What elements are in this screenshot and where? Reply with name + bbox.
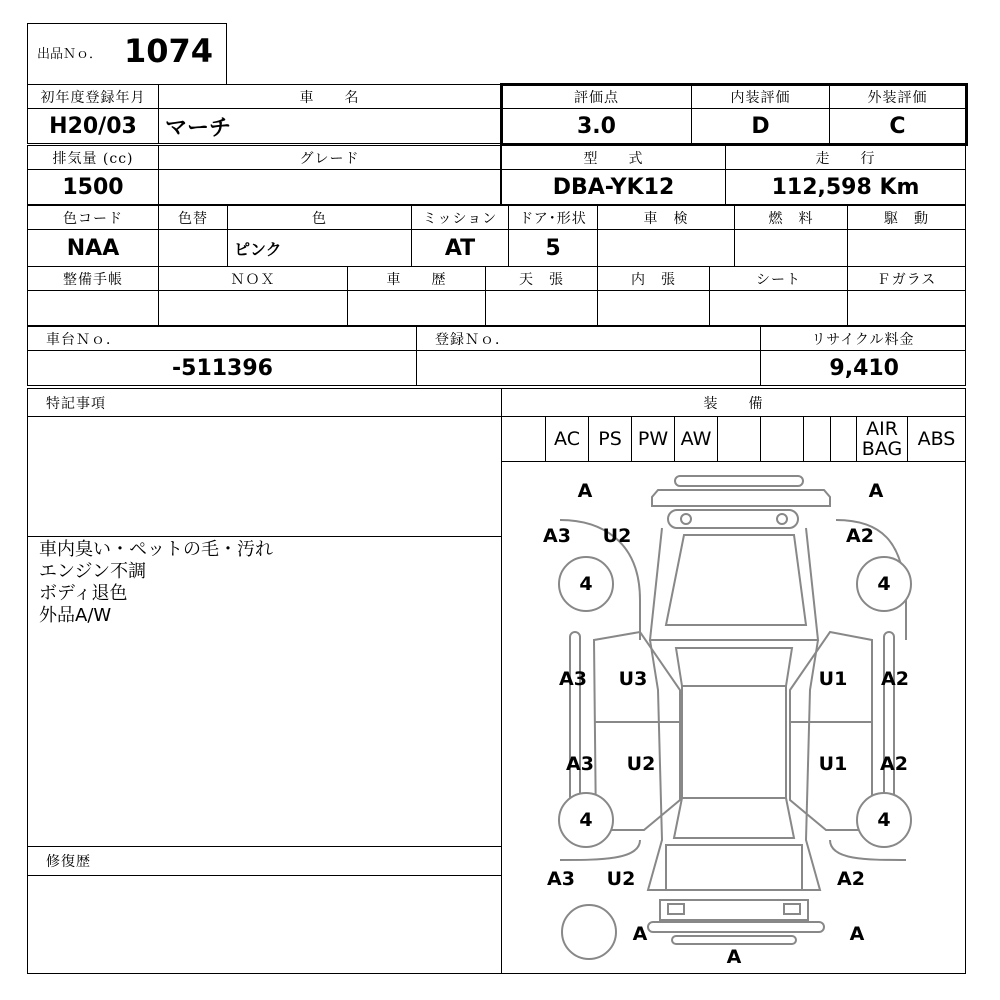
grade-value (158, 169, 501, 205)
mark-rear-left: A (632, 923, 648, 945)
repair-history-area (27, 875, 502, 974)
color-code-header: 色コード (27, 205, 159, 230)
nox-header: ＮＯＸ (158, 266, 348, 291)
recycle-fee-header: リサイクル料金 (760, 326, 966, 351)
equipment-item (803, 416, 831, 462)
lot-box (27, 23, 227, 85)
mark-fender-fr: A2 (846, 525, 874, 547)
remark-line: エンジン不調 (39, 561, 147, 582)
equipment-item (830, 416, 857, 462)
mark-door-rl-outer: A3 (566, 753, 594, 775)
score-value: 3.0 (501, 108, 692, 144)
equipment-abs: ABS (907, 416, 966, 462)
lot-label: 出品Ｎｏ． (37, 47, 103, 62)
lot-number: 1074 (124, 32, 214, 70)
mark-tire-rl: 4 (579, 809, 593, 831)
mark-quarter-rl: A3 (547, 868, 575, 890)
mark-door-rl-inner: U2 (626, 753, 656, 775)
remarks-notes (39, 539, 273, 627)
equipment-ps: PS (588, 416, 632, 462)
mileage-value: 112,598 Km (725, 169, 966, 205)
service-book-value (27, 290, 159, 326)
fuel-value (734, 229, 848, 267)
model-code-header: 型 式 (501, 145, 726, 170)
mission-header: ミッション (411, 205, 509, 230)
mark-fender-fl-2: U2 (602, 525, 632, 547)
service-book-header: 整備手帳 (27, 266, 159, 291)
color-value: ピンク (227, 229, 412, 267)
color-header: 色 (227, 205, 412, 230)
displacement-header: 排気量 (cc) (27, 145, 159, 170)
interior-trim-header: 内 張 (597, 266, 710, 291)
grade-header: グレード (158, 145, 501, 170)
score-highlight-frame (500, 83, 968, 146)
drive-header: 駆 動 (847, 205, 966, 230)
first-reg-value: H20/03 (27, 108, 159, 144)
exterior-header: 外装評価 (829, 84, 966, 109)
equipment-pw: PW (631, 416, 675, 462)
model-code-value: DBA-YK12 (501, 169, 726, 205)
sunroof-value (485, 290, 598, 326)
interior-trim-value (597, 290, 710, 326)
repaint-value (158, 229, 228, 267)
mark-door-rr-outer: A2 (880, 753, 908, 775)
equipment-item (501, 416, 546, 462)
reg-no-header: 登録Ｎｏ． (416, 326, 761, 351)
color-code-value: NAA (27, 229, 159, 267)
mark-fender-fl: A3 (543, 525, 571, 547)
displacement-value: 1500 (27, 169, 159, 205)
remarks-header: 特記事項 (27, 388, 502, 417)
exterior-value: C (829, 108, 966, 144)
repaint-header: 色替 (158, 205, 228, 230)
doors-value: 5 (508, 229, 598, 267)
mission-value: AT (411, 229, 509, 267)
equipment-ac: AC (545, 416, 589, 462)
seat-value (709, 290, 848, 326)
remark-line: 外品A/W (39, 605, 112, 626)
remark-line: 車内臭い・ペットの毛・汚れ (39, 539, 273, 560)
interior-header: 内装評価 (691, 84, 830, 109)
interior-value: D (691, 108, 830, 144)
repair-history-header: 修復歴 (27, 846, 502, 876)
mark-door-fr-outer: A2 (881, 668, 909, 690)
f-glass-value (847, 290, 966, 326)
mark-door-fr-inner: U1 (818, 668, 848, 690)
inspection-value (597, 229, 735, 267)
equipment-item (717, 416, 761, 462)
car-name-value: マーチ (158, 108, 501, 144)
chassis-no-value: -511396 (27, 350, 417, 386)
mark-door-fl-outer: A3 (559, 668, 587, 690)
mark-quarter-rr: A2 (837, 868, 865, 890)
history-value (347, 290, 486, 326)
mark-door-rr-inner: U1 (818, 753, 848, 775)
mark-door-fl-inner: U3 (618, 668, 648, 690)
score-header: 評価点 (501, 84, 692, 109)
fuel-header: 燃 料 (734, 205, 848, 230)
nox-value (158, 290, 348, 326)
chassis-no-header: 車台Ｎｏ． (27, 326, 417, 351)
mark-quarter-rl-2: U2 (606, 868, 636, 890)
mark-front-right: A (868, 480, 884, 502)
mark-rear-bumper: A (726, 946, 742, 968)
reg-no-value (416, 350, 761, 386)
seat-header: シート (709, 266, 848, 291)
remarks-area (27, 416, 502, 847)
mark-tire-fl: 4 (579, 573, 593, 595)
car-name-header: 車 名 (158, 84, 501, 109)
first-reg-header: 初年度登録年月 (27, 84, 159, 109)
recycle-fee-value: 9,410 (760, 350, 966, 386)
inspection-header: 車 検 (597, 205, 735, 230)
mileage-header: 走 行 (725, 145, 966, 170)
mark-tire-fr: 4 (877, 573, 891, 595)
sunroof-header: 天 張 (485, 266, 598, 291)
f-glass-header: Ｆガラス (847, 266, 966, 291)
equipment-header: 装 備 (501, 388, 966, 417)
remark-line: ボディ退色 (39, 583, 128, 604)
history-header: 車 歴 (347, 266, 486, 291)
doors-header: ドア･形状 (508, 205, 598, 230)
mark-tire-rr: 4 (877, 809, 891, 831)
mark-rear-right: A (849, 923, 865, 945)
drive-value (847, 229, 966, 267)
equipment-aw: AW (674, 416, 718, 462)
remarks-divider (27, 536, 502, 537)
equipment-airbag: AIR BAG (856, 416, 908, 462)
mark-front-left: A (577, 480, 593, 502)
equipment-item (760, 416, 804, 462)
